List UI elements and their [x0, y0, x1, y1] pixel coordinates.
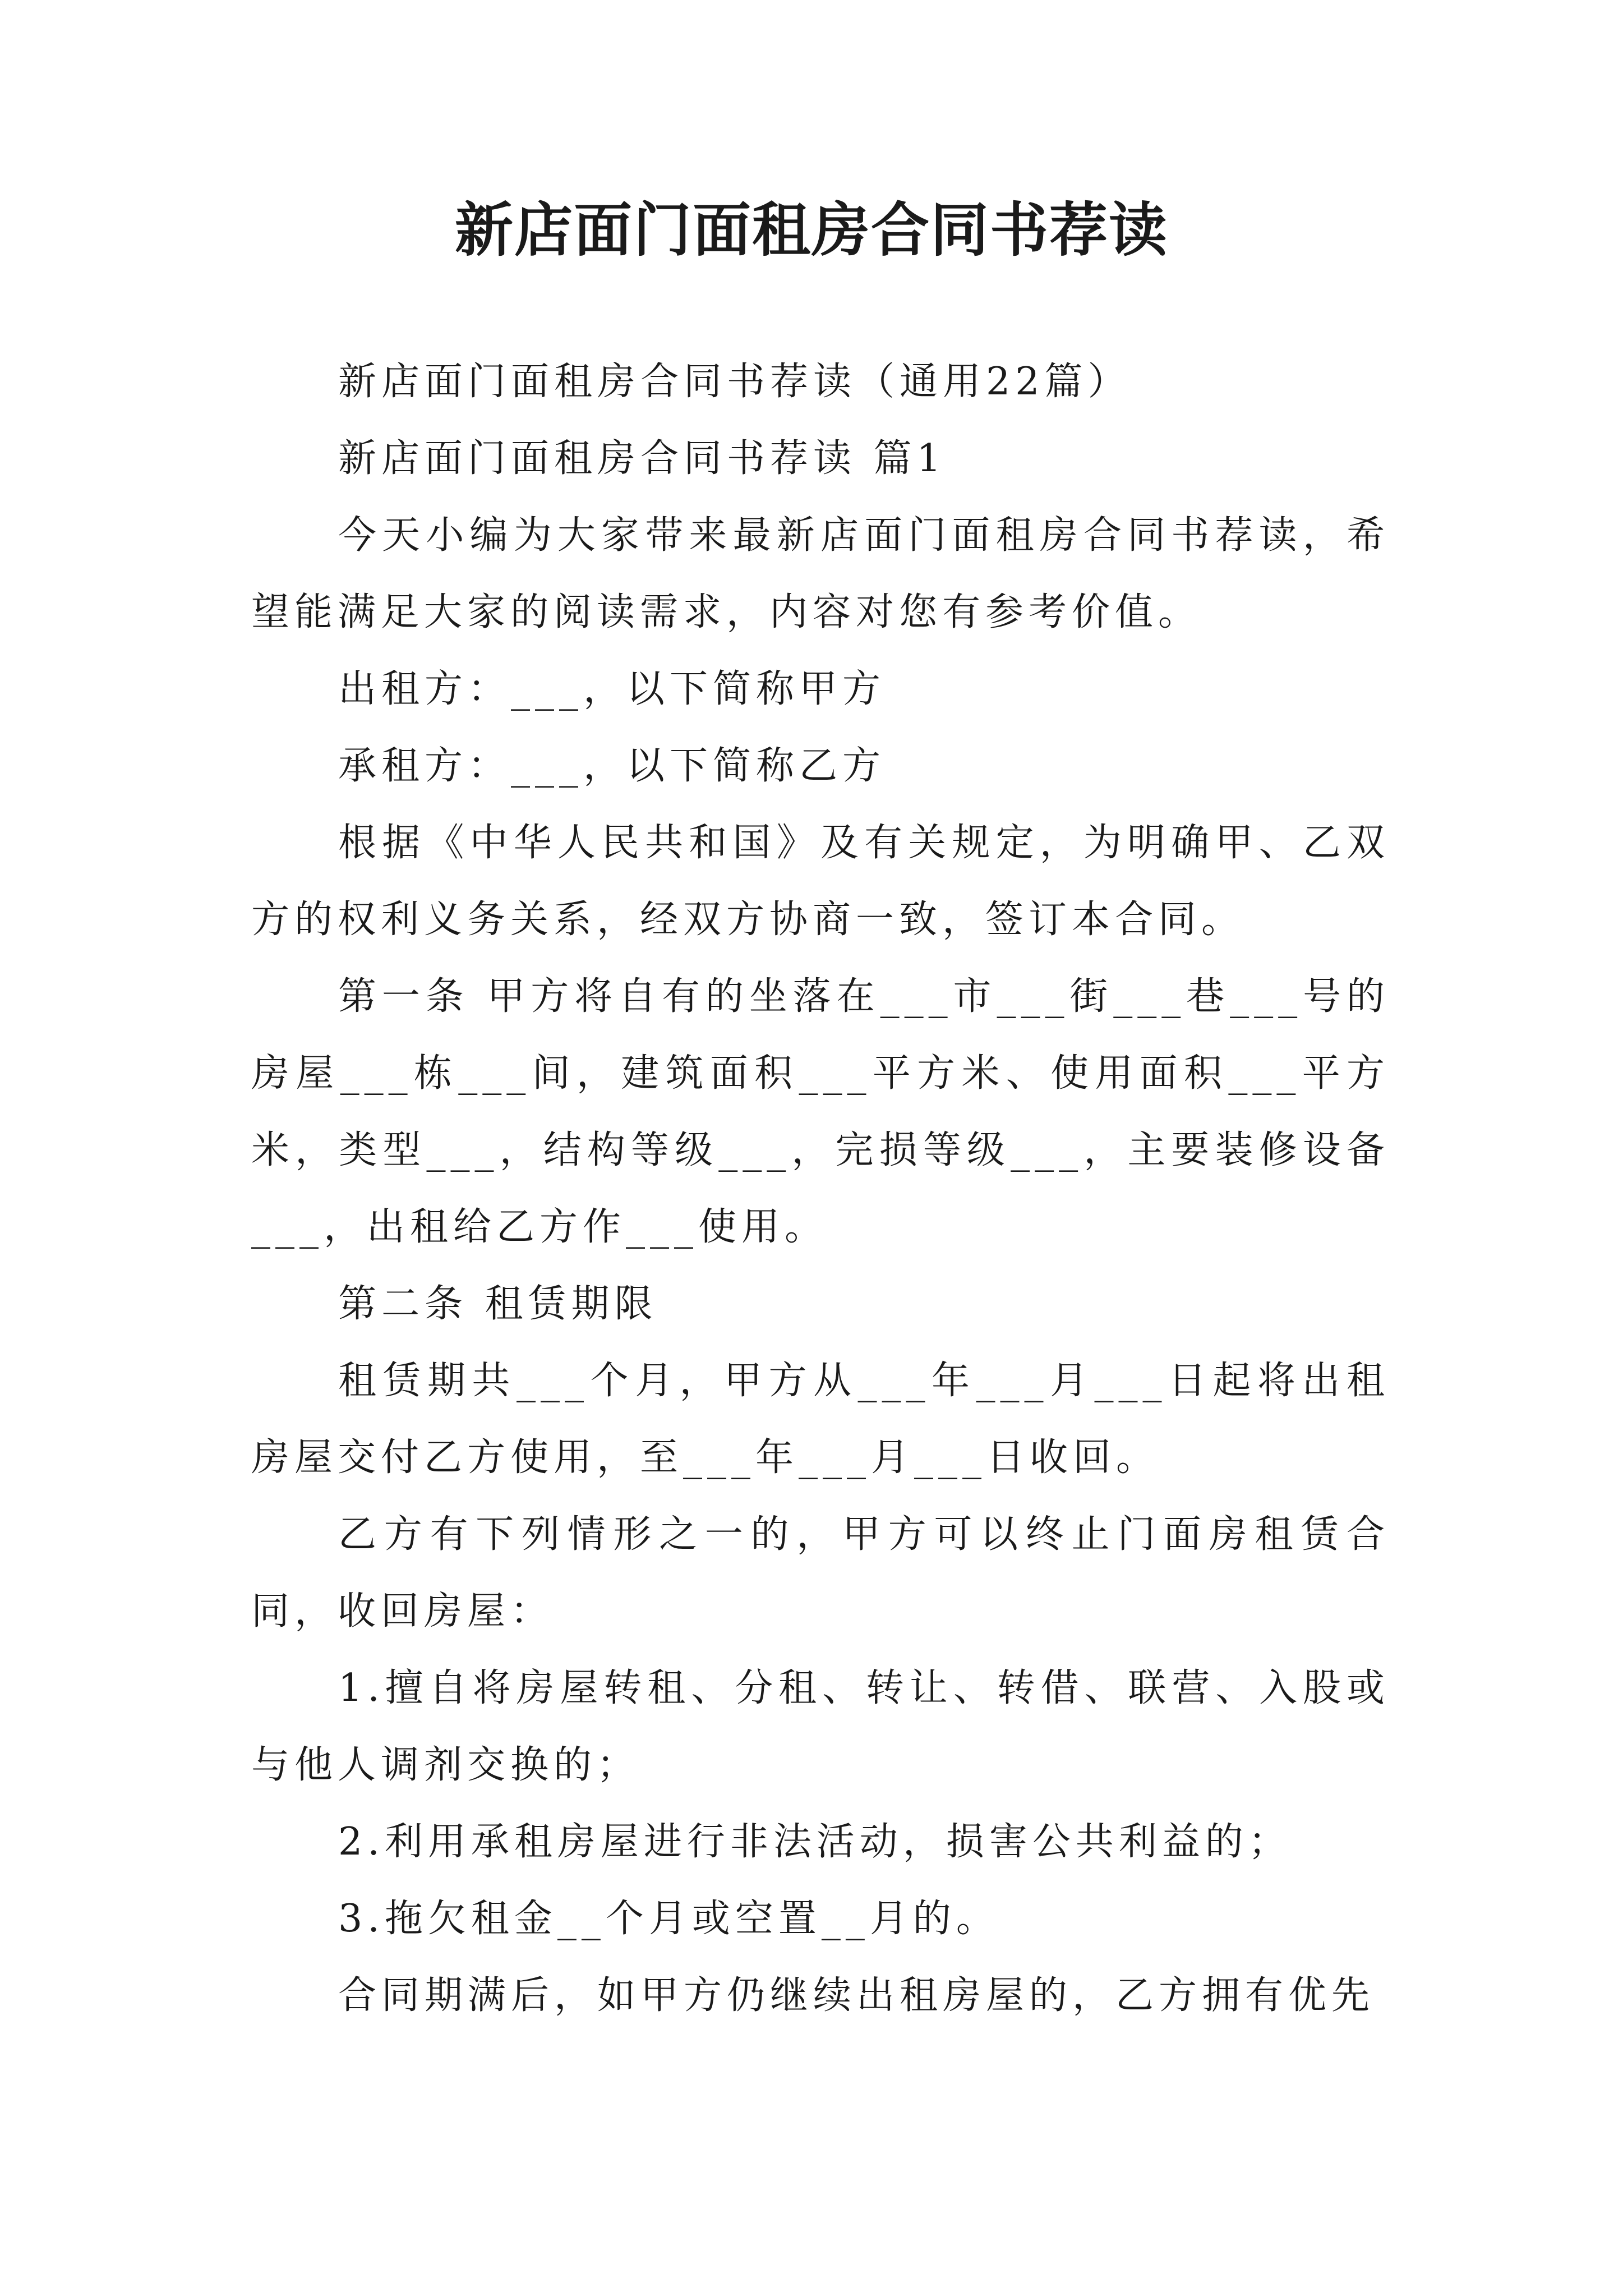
document-body	[251, 343, 1390, 2034]
paragraph-section-heading: 新店面门面租房合同书荐读 篇1	[338, 436, 946, 481]
paragraph-renewal: 合同期满后，如甲方仍继续出租房屋的，乙方拥有优先	[338, 1973, 1375, 2018]
paragraph-lease-term: 租赁期共___个月，甲方从___年___月___日起将出租房屋交付乙方使用，至___年___月___日收回。	[251, 1359, 1390, 1480]
paragraph-clause-3: 3.拖欠租金__个月或空置__月的。	[338, 1897, 999, 1941]
paragraph-subtitle: 新店面门面租房合同书荐读（通用22篇）	[338, 360, 1131, 404]
document-title: 新店面门面租房合同书荐读	[454, 195, 1168, 264]
paragraph-clause-1: 1.擅自将房屋转租、分租、转让、转借、联营、入股或与他人调剂交换的；	[251, 1666, 1390, 1787]
paragraph-lessor: 出租方：___，以下简称甲方	[338, 667, 886, 711]
paragraph-clause-2: 2.利用承租房屋进行非法活动，损害公共利益的；	[338, 1820, 1292, 1864]
paragraph-termination: 乙方有下列情形之一的，甲方可以终止门面房租赁合同，收回房屋：	[251, 1512, 1390, 1634]
paragraph-preamble: 根据《中华人民共和国》及有关规定，为明确甲、乙双方的权利义务关系，经双方协商一致，签订本合同。	[251, 821, 1390, 942]
paragraph-intro: 今天小编为大家带来最新店面门面租房合同书荐读，希望能满足大家的阅读需求，内容对您有参考价值。	[251, 513, 1390, 634]
paragraph-article-1: 第一条 甲方将自有的坐落在___市___街___巷___号的房屋___栋___间，建筑面积___平方米、使用面积___平方米，类型___，结构等级___，完损等级___，主要装修设备___，出租给乙方作___使用。	[251, 974, 1390, 1249]
paragraph-lessee: 承租方：___，以下简称乙方	[338, 744, 886, 788]
paragraph-article-2-heading: 第二条 租赁期限	[338, 1282, 658, 1326]
